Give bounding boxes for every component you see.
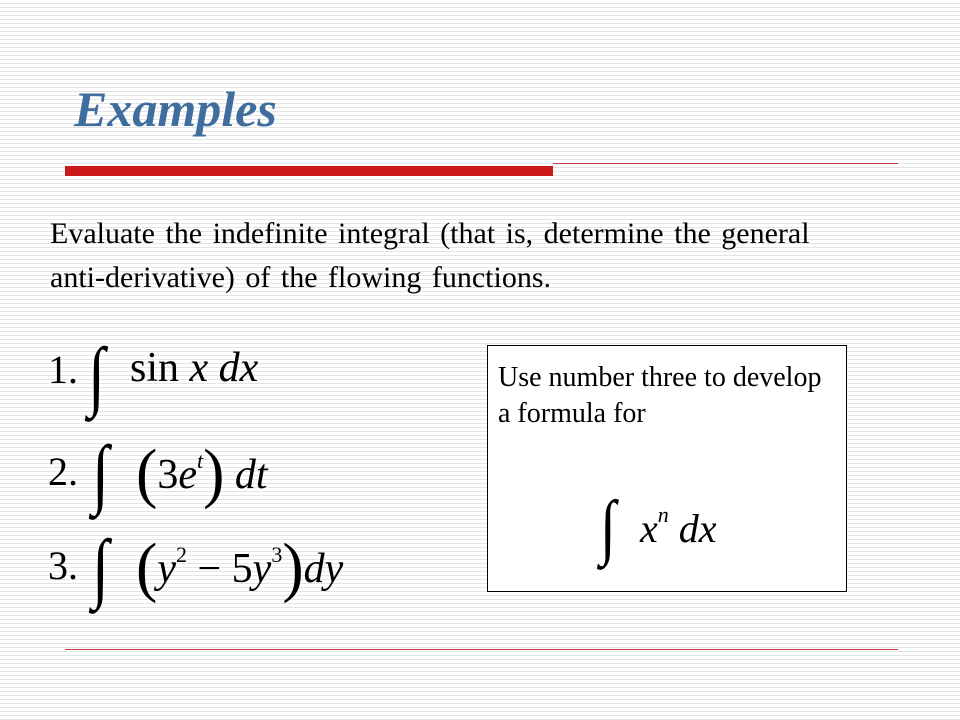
formula-box [487, 345, 847, 592]
box-integrand: $x^n$ dx [640, 502, 717, 551]
footer-divider-line [65, 649, 898, 650]
slide-title: Examples [74, 81, 277, 137]
box-text: Use number three to develop a formula for [498, 362, 822, 429]
title-divider-line [553, 163, 898, 164]
equation-number: 1. [48, 347, 78, 392]
integral-sign: ∫ [92, 525, 109, 611]
title-underline-bar [65, 166, 553, 176]
equation-number: 3. [48, 543, 78, 588]
integrand: sin x dx [130, 345, 259, 391]
equation-number: 2. [48, 449, 78, 494]
integral-sign: ∫ [92, 431, 109, 517]
integral-sign: ∫ [600, 485, 616, 567]
intro-text: Evaluate the indefinite integral (that is, determine the general anti-derivative) of the flowing functions. [50, 217, 810, 294]
integral-sign: ∫ [88, 333, 105, 419]
integrand: $(y^2 - 5y^3)dy$ [136, 529, 344, 604]
integrand: $(3e^t)$ dt [136, 435, 268, 510]
